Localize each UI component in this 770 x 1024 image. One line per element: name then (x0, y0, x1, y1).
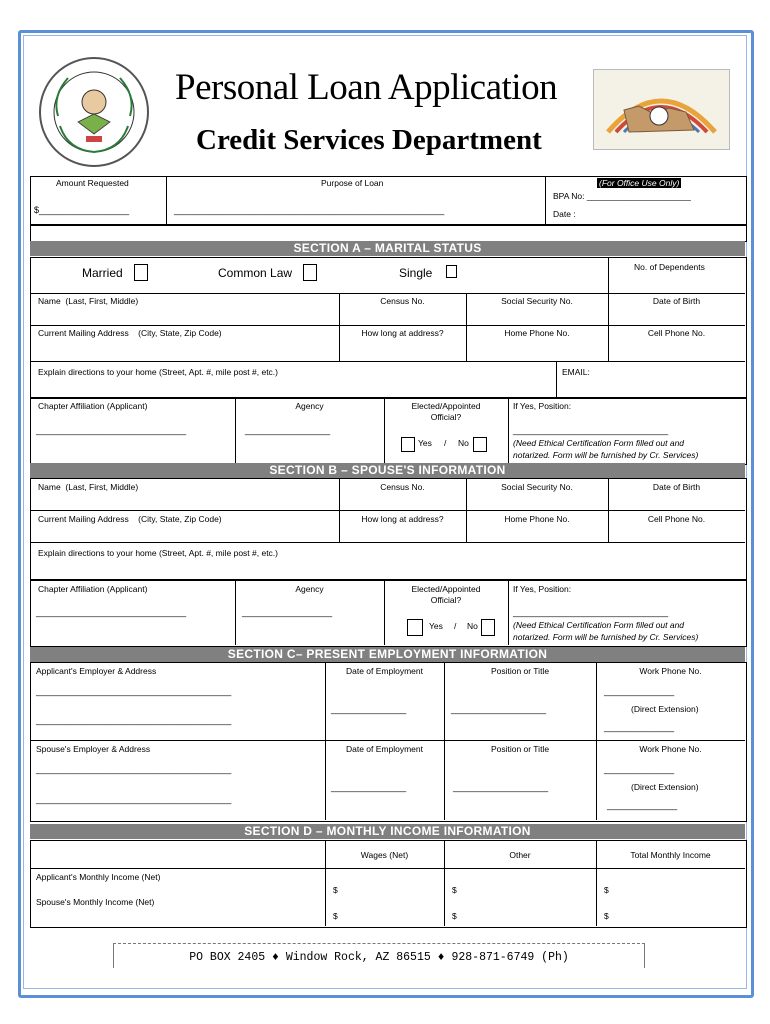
yes-no-separator: / (444, 438, 447, 448)
spouse-agency-field[interactable]: __________________ (242, 607, 333, 617)
email-label: EMAIL: (562, 367, 590, 377)
spouse-doe-field[interactable]: _______________ (331, 782, 407, 792)
spouse-employer-label: Spouse's Employer & Address (36, 744, 151, 754)
applicant-work-phone-label: Work Phone No. (639, 666, 702, 676)
spouse-yes-no-separator: / (454, 621, 457, 631)
other-label: Other (509, 850, 531, 860)
applicant-position-label: Position or Title (490, 666, 550, 676)
footer-address: PO BOX 2405 ♦ Window Rock, AZ 86515 ♦ 928-871-6749 (Ph) (113, 943, 645, 968)
total-income-label: Total Monthly Income (630, 850, 711, 860)
spouse-ssn-label: Social Security No. (501, 482, 573, 492)
married-label: Married (82, 266, 123, 280)
spouse-elected-label: Elected/Appointed (411, 584, 481, 594)
agency-field[interactable]: _________________ (245, 425, 331, 435)
dependents-label: No. of Dependents (634, 262, 705, 272)
position-field[interactable]: _______________________________ (513, 425, 669, 435)
applicant-work-phone-field[interactable]: ______________ (604, 686, 675, 696)
spouse-ethics-note-line1: (Need Ethical Certification Form filled out and (513, 620, 685, 630)
spouse-other-field[interactable]: $ (452, 911, 457, 921)
official-no-checkbox[interactable] (473, 437, 487, 452)
spouse-if-yes-label: If Yes, Position: (513, 584, 572, 594)
ethics-note-line2: notarized. Form will be furnished by Cr. Services) (513, 450, 699, 460)
ssn-label: Social Security No. (501, 296, 573, 306)
single-label: Single (399, 266, 433, 280)
spacer-row (30, 224, 747, 242)
elected-label: Elected/Appointed (411, 401, 481, 411)
office-use-label: (For Office Use Only) (599, 178, 680, 188)
divider (30, 868, 745, 869)
applicant-doe-field[interactable]: _______________ (331, 704, 407, 714)
official-no-label: No (458, 438, 469, 448)
applicant-doe-label: Date of Employment (345, 666, 423, 676)
applicant-income-label: Applicant's Monthly Income (Net) (36, 872, 161, 882)
single-checkbox[interactable] (446, 265, 457, 278)
amount-requested-field[interactable]: $__________________ (34, 205, 130, 215)
spouse-income-label: Spouse's Monthly Income (Net) (36, 897, 155, 907)
divider (596, 662, 597, 820)
official-yes-checkbox[interactable] (401, 437, 415, 452)
spouse-position-label: Position or Title (490, 744, 550, 754)
spouse-ethics-note-line2: notarized. Form will be furnished by Cr. Services) (513, 632, 699, 642)
spouse-agency-label: Agency (295, 584, 324, 594)
official-label: Official? (430, 412, 462, 422)
divider (608, 257, 609, 293)
how-long-label: How long at address? (361, 328, 444, 338)
spouse-work-phone-field[interactable]: ______________ (604, 764, 675, 774)
section-a-heading: SECTION A – MARITAL STATUS (30, 241, 745, 256)
official-yes-label: Yes (418, 438, 432, 448)
applicant-employer-field-1[interactable]: _______________________________________ (36, 686, 232, 696)
section-b-heading: SECTION B – SPOUSE'S INFORMATION (30, 463, 745, 478)
directions-label: Explain directions to your home (Street, Apt. #, mile post #, etc.) (38, 367, 279, 377)
divider (545, 176, 546, 224)
spouse-name-label: Name (Last, First, Middle) (38, 482, 139, 492)
section-b-grid (30, 478, 747, 581)
date-field[interactable]: Date : (553, 209, 576, 219)
spouse-doe-label: Date of Employment (345, 744, 423, 754)
divider (30, 293, 745, 294)
divider (30, 325, 745, 326)
cell-phone-label: Cell Phone No. (647, 328, 706, 338)
purpose-of-loan-field[interactable]: ______________________________________________________ (174, 205, 445, 215)
credit-services-logo (593, 69, 730, 150)
spouse-mailing-label: Current Mailing Address (City, State, Zip Code) (38, 514, 222, 524)
applicant-direct-ext-label: (Direct Extension) (631, 704, 699, 714)
section-d-heading: SECTION D – MONTHLY INCOME INFORMATION (30, 824, 745, 839)
spouse-position-field[interactable]: _______________________________ (513, 607, 669, 617)
spouse-chapter-label: Chapter Affiliation (Applicant) (38, 584, 148, 594)
page-title: Personal Loan Application (175, 67, 558, 108)
common-law-checkbox[interactable] (303, 264, 317, 281)
common-law-label: Common Law (218, 266, 293, 280)
applicant-other-field[interactable]: $ (452, 885, 457, 895)
divider (325, 662, 326, 820)
amount-requested-label: Amount Requested (56, 178, 129, 188)
chapter-affiliation-label: Chapter Affiliation (Applicant) (38, 401, 148, 411)
spouse-home-phone-label: Home Phone No. (504, 514, 570, 524)
section-c-heading: SECTION C– PRESENT EMPLOYMENT INFORMATION (30, 647, 745, 662)
page-subtitle: Credit Services Department (196, 124, 542, 156)
spouse-cell-phone-label: Cell Phone No. (647, 514, 706, 524)
applicant-position-field[interactable]: ___________________ (451, 704, 547, 714)
name-label: Name (Last, First, Middle) (38, 296, 139, 306)
spouse-employer-field-1[interactable]: _______________________________________ (36, 764, 232, 774)
spouse-chapter-field[interactable]: ______________________________ (36, 607, 187, 617)
divider (30, 361, 745, 362)
spouse-direct-ext-field[interactable]: ______________ (607, 800, 678, 810)
applicant-wages-field[interactable]: $ (333, 885, 338, 895)
applicant-total-field[interactable]: $ (604, 885, 609, 895)
divider (444, 662, 445, 820)
bpa-number-field[interactable]: BPA No: ______________________ (553, 191, 691, 201)
home-phone-label: Home Phone No. (504, 328, 570, 338)
applicant-employer-field-2[interactable]: _______________________________________ (36, 715, 232, 725)
navajo-nation-seal (38, 56, 150, 168)
spouse-official-no-checkbox[interactable] (481, 619, 495, 636)
divider (508, 579, 509, 645)
divider (556, 361, 557, 397)
applicant-direct-ext-field[interactable]: ______________ (604, 722, 675, 732)
spouse-employer-field-2[interactable]: _______________________________________ (36, 794, 232, 804)
divider (166, 176, 167, 224)
spouse-census-label: Census No. (380, 482, 425, 492)
chapter-affiliation-field[interactable]: ______________________________ (36, 425, 187, 435)
ethics-note-line1: (Need Ethical Certification Form filled out and (513, 438, 685, 448)
married-checkbox[interactable] (134, 264, 148, 281)
spouse-official-no-label: No (467, 621, 478, 631)
spouse-official-label: Official? (430, 595, 462, 605)
spouse-official-yes-checkbox[interactable] (407, 619, 423, 636)
spouse-direct-ext-label: (Direct Extension) (631, 782, 699, 792)
agency-label: Agency (295, 401, 324, 411)
spouse-position-field[interactable]: ___________________ (453, 782, 549, 792)
spouse-wages-field[interactable]: $ (333, 911, 338, 921)
spouse-work-phone-label: Work Phone No. (639, 744, 702, 754)
spouse-total-field[interactable]: $ (604, 911, 609, 921)
spouse-how-long-label: How long at address? (361, 514, 444, 524)
spouse-official-yes-label: Yes (429, 621, 443, 631)
divider (30, 542, 745, 543)
mailing-address-label: Current Mailing Address (City, State, Zip Code) (38, 328, 222, 338)
dob-label: Date of Birth (652, 296, 701, 306)
divider (30, 510, 745, 511)
divider (508, 397, 509, 463)
applicant-employer-label: Applicant's Employer & Address (36, 666, 157, 676)
spouse-directions-label: Explain directions to your home (Street, Apt. #, mile post #, etc.) (38, 548, 279, 558)
purpose-of-loan-label: Purpose of Loan (321, 178, 384, 188)
if-yes-position-label: If Yes, Position: (513, 401, 572, 411)
divider (30, 740, 745, 741)
wages-label: Wages (Net) (360, 850, 409, 860)
spouse-dob-label: Date of Birth (652, 482, 701, 492)
census-label: Census No. (380, 296, 425, 306)
